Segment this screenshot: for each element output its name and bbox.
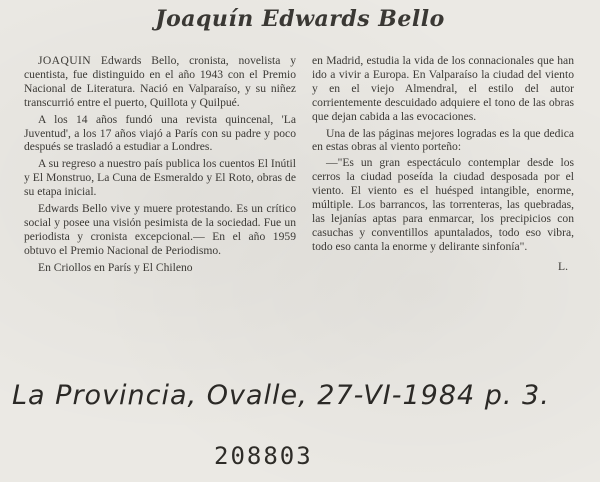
article-right-column (312, 54, 574, 274)
article-quote: —"Es un gran espectáculo contemplar desde los cerros la ciudad poseída la ciudad desposada por el viento. El viento es el huésped intangible, enorme, múltiple. Los barrancos, las torrenteras, las quebradas, las lejanías aptas para enmarcar, los precipicios con casuchas y conventillos apuntalados, todo eso vibra, todo eso canta la enorme y delirante sinfonía". (312, 156, 574, 253)
handwritten-source-note: La Provincia, Ovalle, 27-VI-1984 p. 3. (12, 380, 550, 411)
article-signature: L. (558, 259, 568, 273)
archive-code: 208803 (214, 442, 313, 470)
article-paragraph: En Criollos en París y El Chileno (38, 260, 193, 274)
article-paragraph: Edwards Bello vive y muere protestando. Es un crítico social y posee una visión pesimista de la sociedad. Fue un periodista y cronista excepcional.— En el año 1959 obtuvo el Premio Nacional de Periodismo. (24, 202, 296, 257)
article-paragraph: Una de las páginas mejores logradas es la que dedica en estas obras al viento porteño: (312, 126, 574, 154)
article-left-column (24, 54, 296, 275)
article-title: Joaquín Edwards Bello (155, 6, 445, 32)
article-paragraph (24, 54, 296, 110)
paragraph-text: Edwards Bello, cronista, novelista y cuentista, fue distinguido en el año 1943 con el Premio Nacional de Literatura. Nació en Valparaíso, y su niñez transcurrió entre el puerto, Quillota y Quilpué. (24, 54, 296, 109)
article-paragraph: en Madrid, estudia la vida de los connacionales que han ido a vivir a Europa. En Valparaíso la ciudad del viento y en el viejo Almendral, el estilo del autor corrientemente descuidado adquiere el tono de las obras que dejan cabida a las evocaciones. (312, 54, 574, 123)
lead-word: JOAQUIN (38, 54, 92, 67)
article-paragraph: A su regreso a nuestro país publica los cuentos El Inútil y El Monstruo, La Cuna de Esmeraldo y El Roto, obras de su etapa inicial. (24, 157, 296, 199)
article-paragraph: A los 14 años fundó una revista quincenal, 'La Juventud', a los 17 años viajó a París con su padre y poco después se trasladó a estudiar a Londres. (24, 112, 296, 154)
